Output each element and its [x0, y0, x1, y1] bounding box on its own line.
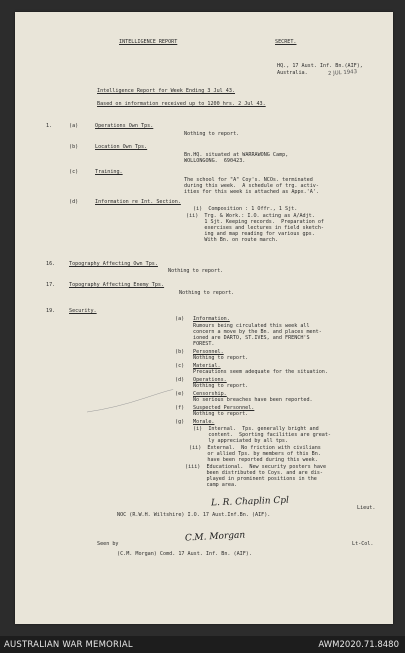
- item-title: Personnel.: [193, 349, 224, 355]
- item-text: Nothing to report.: [179, 290, 235, 296]
- item-title: Training.: [95, 169, 123, 175]
- item-text: (iii) Educational. New security posters have: [185, 464, 327, 470]
- item-title: Operations Own Tps.: [95, 123, 154, 129]
- report-title: Intelligence Report for Week Ending 3 Jul 43.: [97, 88, 236, 94]
- item-title: Suspected Personnel.: [193, 405, 255, 411]
- item-text: Precautions seem adequate for the situation.: [193, 369, 328, 375]
- pencil-mark: [85, 388, 175, 418]
- item-text: FOREST.: [193, 341, 215, 347]
- item-text: Nothing to report.: [193, 411, 249, 417]
- item-title: Information re Int. Section.: [95, 199, 181, 205]
- item-text: (ii) External. No friction with civilians: [189, 445, 321, 451]
- footer-bar: [0, 636, 405, 653]
- section-number: 19.: [46, 308, 56, 314]
- section-title: Topography Affecting Enemy Tps.: [69, 282, 165, 288]
- item-label: (a): [69, 123, 79, 129]
- classification: SECRET.: [275, 39, 297, 45]
- item-text: The school for "A" Coy's. NCOs. terminated: [184, 177, 313, 183]
- section-title: Topography Affecting Own Tps.: [69, 261, 158, 267]
- based-on-line: Based on information received up to 1200 hrs. 2 Jul 43.: [97, 101, 266, 107]
- item-text: Nothing to report.: [168, 268, 224, 274]
- item-text: ities for this week is attached as Appx.'A'.: [184, 189, 319, 195]
- archive-name: AUSTRALIAN WAR MEMORIAL: [4, 640, 133, 650]
- item-text: camp area.: [185, 482, 238, 488]
- document-title: INTELLIGENCE REPORT: [119, 39, 178, 45]
- item-label: (b): [175, 349, 185, 355]
- lieut-signature: L. R. Chaplin Cpl: [210, 495, 290, 509]
- item-text: Nothing to report.: [193, 383, 249, 389]
- item-text: during this week. A schedule of trg. activ-: [184, 183, 319, 189]
- item-text: (ii) Trg. & Work.: I.O. acting as A/Adjt.: [186, 213, 315, 219]
- item-label: (a): [175, 316, 185, 322]
- item-text: ioned are DARTO, ST.IVES, and FRENCH'S: [193, 335, 310, 341]
- item-label: (c): [175, 363, 185, 369]
- item-text: content. Sporting facilities are great-: [193, 432, 332, 438]
- item-text: Nothing to report.: [193, 355, 249, 361]
- item-text: exercises and lectures in field sketch-: [186, 225, 325, 231]
- item-title: Censorship.: [193, 391, 227, 397]
- unit-name: HQ., 17 Aust. Inf. Bn.(AIF),: [277, 63, 363, 69]
- item-text: With Bn. on route march.: [186, 237, 279, 243]
- section-number: 16.: [46, 261, 56, 267]
- item-text: been distributed to Coys. and are dis-: [185, 470, 324, 476]
- item-text: (i) Internal. Tps. generally bright and: [193, 426, 319, 432]
- item-title: Location Own Tps.: [95, 144, 148, 150]
- item-text: ing and map reading for various gps.: [186, 231, 315, 237]
- item-text: concern a move by the Bn. and places ment-: [193, 329, 322, 335]
- item-label: (c): [69, 169, 79, 175]
- date-stamp: 2 JUL 1943: [327, 68, 358, 78]
- item-label: (f): [175, 405, 185, 411]
- colonel-name-line: (C.M. Morgan) Comd. 17 Aust. Inf. Bn. (AIF).: [117, 551, 252, 557]
- item-label: (d): [175, 377, 185, 383]
- item-text: or allied Tps. by members of this Bn.: [189, 451, 321, 457]
- colonel-rank: Lt-Col.: [352, 541, 374, 547]
- item-text: No serious breaches have been reported.: [193, 397, 313, 403]
- item-text: 1 Sjt. Keeping records. Preparation of: [186, 219, 325, 225]
- item-text: played in prominent positions in the: [185, 476, 317, 482]
- section-number: 1.: [46, 123, 53, 129]
- item-text: Bn.HQ. situated at WARRAWONG Camp,: [184, 152, 289, 158]
- item-label: (e): [175, 391, 185, 397]
- section-number: 17.: [46, 282, 56, 288]
- lieut-rank: Lieut.: [357, 505, 376, 511]
- item-title: Information.: [193, 316, 230, 322]
- seen-by-label: Seen by: [97, 541, 119, 547]
- lieut-name-line: NOC (R.W.H. Wiltshire) I.O. 17 Aust.Inf.Bn. (AIF).: [117, 512, 271, 518]
- section-title: Security.: [69, 308, 97, 314]
- item-text: Rumours being circulated this week all: [193, 323, 310, 329]
- item-text: WOLLONGONG. 690423.: [184, 158, 246, 164]
- item-label: (d): [69, 199, 79, 205]
- item-text: Nothing to report.: [184, 131, 240, 137]
- item-title: Operations.: [193, 377, 227, 383]
- colonel-signature: C.M. Morgan: [184, 530, 246, 544]
- unit-location: Australia.: [277, 70, 308, 76]
- item-title: Morale.: [193, 419, 215, 425]
- item-text: ly appreciated by all tps.: [193, 438, 289, 444]
- archive-reference: AWM2020.71.8480: [318, 640, 399, 650]
- item-text: (i) Composition : 1 Offr., 1 Sjt.: [193, 206, 298, 212]
- item-title: Material.: [193, 363, 221, 369]
- item-label: (g): [175, 419, 185, 425]
- item-text: have been reported during this week.: [189, 457, 318, 463]
- document-page: [15, 12, 393, 624]
- item-label: (b): [69, 144, 79, 150]
